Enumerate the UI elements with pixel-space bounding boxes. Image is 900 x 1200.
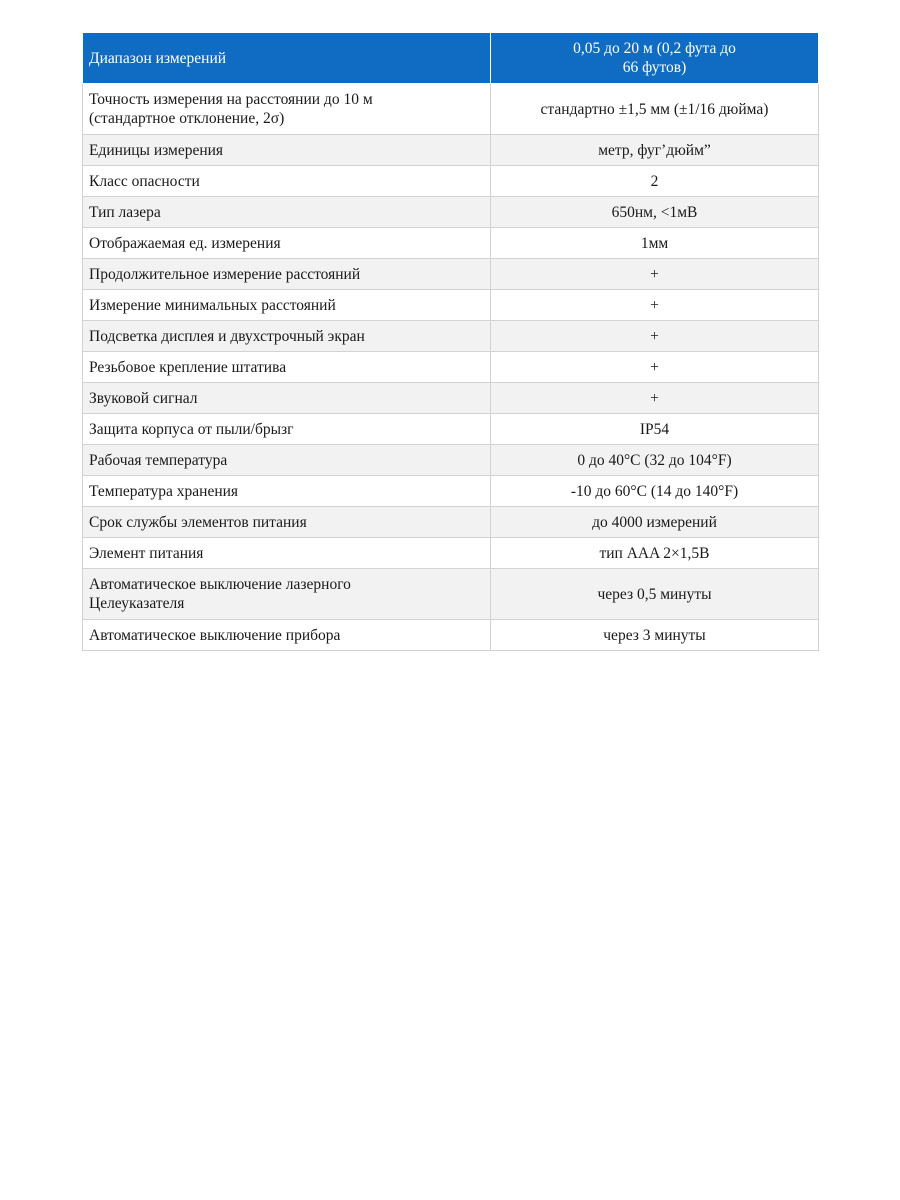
table-header-row	[83, 33, 819, 84]
table-row	[83, 569, 819, 620]
spec-label: Отображаемая ед. измерения	[83, 228, 491, 259]
spec-value: +	[491, 259, 819, 290]
table-row	[83, 290, 819, 321]
spec-value: стандартно ±1,5 мм (±1/16 дюйма)	[491, 84, 819, 135]
table-row	[83, 166, 819, 197]
spec-value: -10 до 60°C (14 до 140°F)	[491, 476, 819, 507]
spec-label: Температура хранения	[83, 476, 491, 507]
table-row	[83, 84, 819, 135]
spec-label: Единицы измерения	[83, 135, 491, 166]
spec-label: Рабочая температура	[83, 445, 491, 476]
spec-value: через 3 минуты	[491, 620, 819, 651]
spec-value: через 0,5 минуты	[491, 569, 819, 620]
spec-value: IP54	[491, 414, 819, 445]
specifications-table	[82, 32, 819, 651]
spec-label: Звуковой сигнал	[83, 383, 491, 414]
spec-value: до 4000 измерений	[491, 507, 819, 538]
spec-value: 1мм	[491, 228, 819, 259]
table-row	[83, 228, 819, 259]
spec-label: Точность измерения на расстоянии до 10 м (стандартное отклонение, 2σ)	[83, 84, 491, 135]
spec-label: Измерение минимальных расстояний	[83, 290, 491, 321]
table-row	[83, 321, 819, 352]
spec-label: Резьбовое крепление штатива	[83, 352, 491, 383]
spec-value: тип AAA 2×1,5В	[491, 538, 819, 569]
spec-label: Срок службы элементов питания	[83, 507, 491, 538]
table-row	[83, 507, 819, 538]
spec-value: 0 до 40°C (32 до 104°F)	[491, 445, 819, 476]
spec-label: Защита корпуса от пыли/брызг	[83, 414, 491, 445]
header-value-cell: 0,05 до 20 м (0,2 фута до 66 футов)	[491, 33, 819, 84]
table-row	[83, 620, 819, 651]
spec-value: 650нм, <1мВ	[491, 197, 819, 228]
spec-label: Подсветка дисплея и двухстрочный экран	[83, 321, 491, 352]
table-row	[83, 445, 819, 476]
spec-label: Автоматическое выключение лазерного Целеуказателя	[83, 569, 491, 620]
spec-value: +	[491, 352, 819, 383]
spec-label: Класс опасности	[83, 166, 491, 197]
spec-label: Автоматическое выключение прибора	[83, 620, 491, 651]
table-row	[83, 197, 819, 228]
table-row	[83, 476, 819, 507]
table-row	[83, 538, 819, 569]
spec-value: +	[491, 383, 819, 414]
table-row	[83, 135, 819, 166]
table-row	[83, 352, 819, 383]
table-row	[83, 414, 819, 445]
spec-label: Продолжительное измерение расстояний	[83, 259, 491, 290]
spec-value: +	[491, 321, 819, 352]
spec-value: метр, фуг’дюйм”	[491, 135, 819, 166]
spec-label: Элемент питания	[83, 538, 491, 569]
spec-value: 2	[491, 166, 819, 197]
header-label-cell: Диапазон измерений	[83, 33, 491, 84]
spec-value: +	[491, 290, 819, 321]
spec-label: Тип лазера	[83, 197, 491, 228]
table-row	[83, 259, 819, 290]
table-row	[83, 383, 819, 414]
